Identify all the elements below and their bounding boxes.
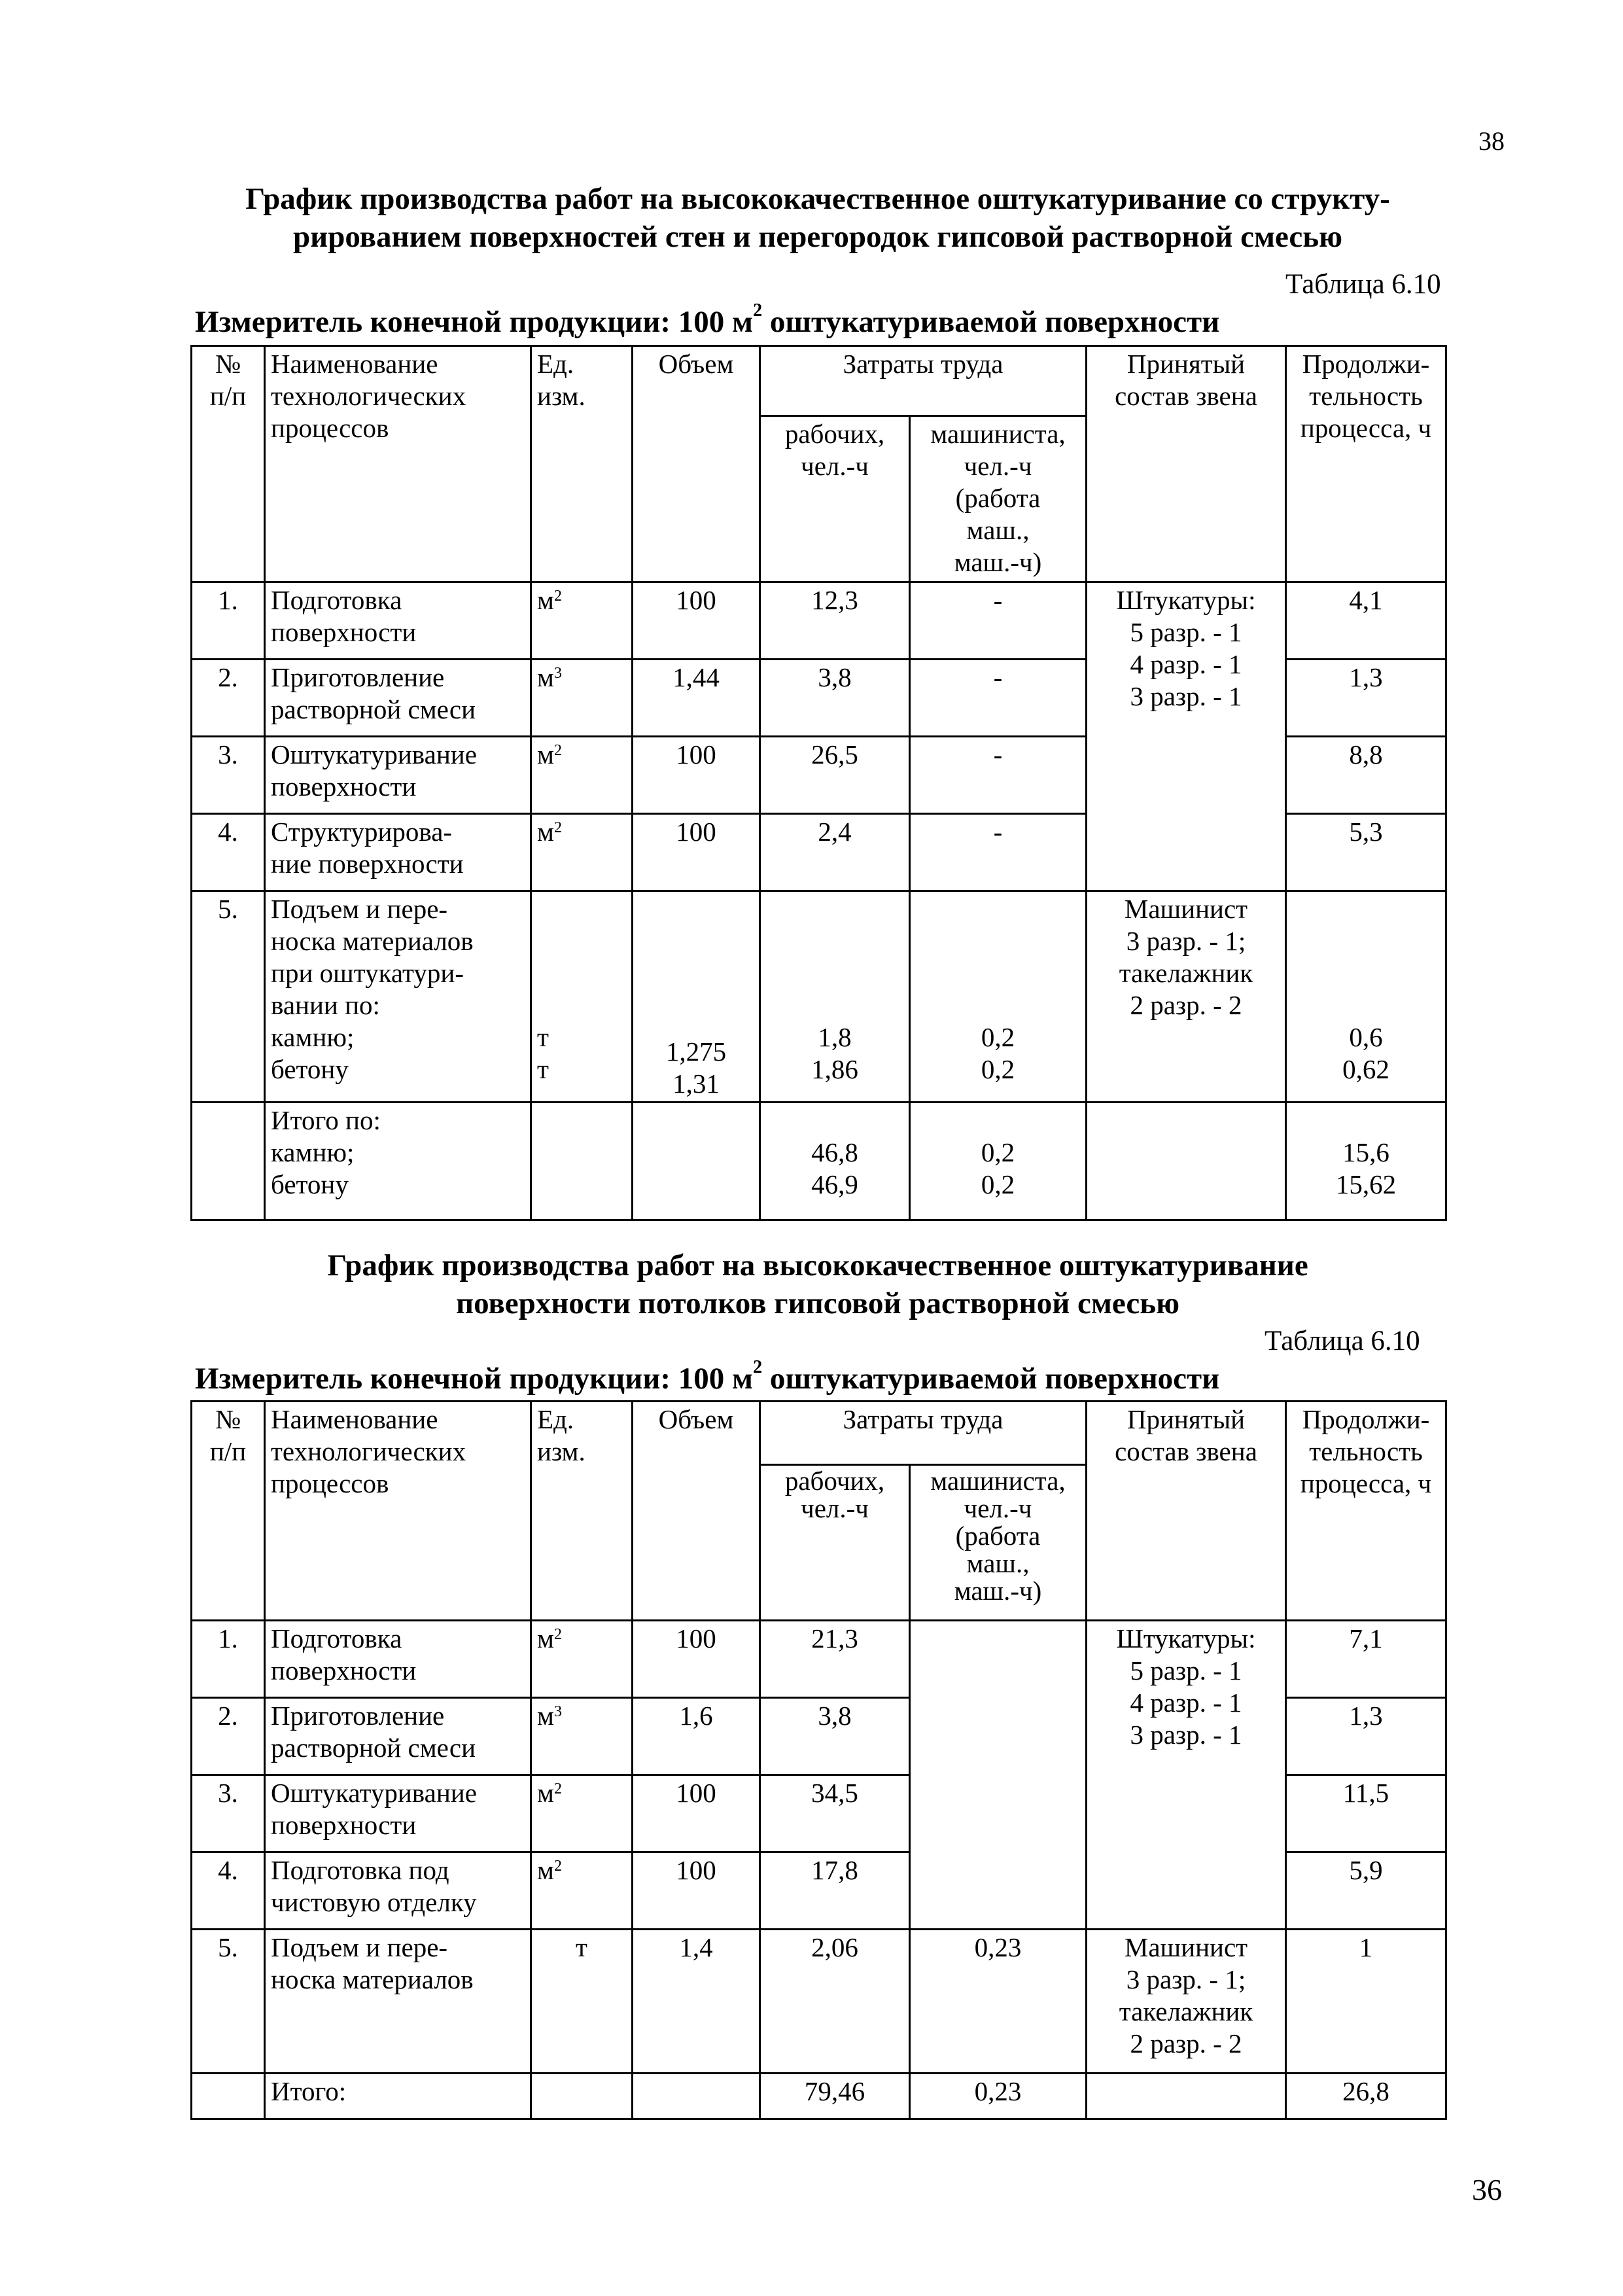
header-crew: Принятый состав звена	[1087, 1402, 1286, 1621]
row-volume: 100	[633, 814, 760, 891]
row-name: Приготовление растворной смеси	[265, 1698, 531, 1775]
row-name: Подъем и пере- носка материалов	[265, 1930, 531, 2074]
row-volume: 100	[633, 582, 760, 660]
total-workers: 46,8 46,9	[760, 1103, 910, 1220]
row-volume: 100	[633, 1621, 760, 1698]
row-workers: 21,3	[760, 1621, 910, 1698]
page-number-bottom: 36	[1472, 2173, 1502, 2206]
row-name: Подготовка под чистовую отделку	[265, 1852, 531, 1930]
table-row	[192, 1930, 1446, 2074]
row-duration: 1,3	[1286, 660, 1446, 737]
row-unit: $м^2$	[531, 737, 633, 814]
header-labor: Затраты труда	[760, 1402, 1087, 1465]
table-row	[192, 582, 1446, 660]
row-num: 4.	[192, 1852, 265, 1930]
header-workers: рабочих, чел.-ч	[760, 416, 910, 582]
table1-measure: Измеритель конечной продукции: 100 $м^2$ оштукатуриваемой поверхности	[195, 300, 1220, 339]
row-machinist: -	[910, 814, 1087, 891]
table-row	[192, 1621, 1446, 1698]
table1-title-line1: График производства работ на высококачественное оштукатуривание со структу-	[245, 182, 1390, 216]
row-volume: 1,6	[633, 1698, 760, 1775]
header-workers: рабочих, чел.-ч	[760, 1465, 910, 1621]
total-machinist: 0,23	[910, 2074, 1087, 2119]
row-duration: 11,5	[1286, 1775, 1446, 1852]
table2	[190, 1400, 1447, 2120]
row-machinist: 0,23	[910, 1930, 1087, 2074]
row-duration: 5,3	[1286, 814, 1446, 891]
row-name: Оштукатуривание поверхности	[265, 1775, 531, 1852]
table2-title	[164, 1246, 1472, 1322]
row-unit: $м^2$	[531, 1775, 633, 1852]
row-duration: 8,8	[1286, 737, 1446, 814]
row-unit: $м^2$	[531, 1621, 633, 1698]
table-row-total	[192, 1103, 1446, 1220]
row-machinist	[910, 1621, 1087, 1930]
crew-plasterers: Штукатуры: 5 разр. - 1 4 разр. - 1 3 разр. - 1	[1087, 582, 1286, 891]
table-row-total	[192, 2074, 1446, 2119]
row-duration: 5,9	[1286, 1852, 1446, 1930]
table1	[190, 345, 1447, 1221]
table-row	[192, 891, 1446, 1103]
row-duration: 1,3	[1286, 1698, 1446, 1775]
header-duration: Продолжи- тельность процесса, ч	[1286, 1402, 1446, 1621]
row-unit: т	[531, 1930, 633, 2074]
row-volume: 100	[633, 737, 760, 814]
row-unit: $м^2$	[531, 814, 633, 891]
row-duration: 4,1	[1286, 582, 1446, 660]
row-workers: 2,4	[760, 814, 910, 891]
row-unit: $м^2$	[531, 1852, 633, 1930]
page-number-top: 38	[1478, 126, 1505, 156]
row-workers: 2,06	[760, 1930, 910, 2074]
header-volume: Объем	[633, 346, 760, 582]
table2-measure: Измеритель конечной продукции: 100 $м^2$ оштукатуриваемой поверхности	[195, 1357, 1220, 1396]
table1-title-line2: рированием поверхностей стен и перегородок гипсовой растворной смесью	[292, 220, 1343, 254]
row-duration: 0,6 0,62	[1286, 891, 1446, 1103]
row-workers: 12,3	[760, 582, 910, 660]
header-num: № п/п	[192, 1402, 265, 1621]
row-machinist: 0,2 0,2	[910, 891, 1087, 1103]
header-unit: Ед. изм.	[531, 1402, 633, 1621]
table2-label: Таблица 6.10	[1265, 1326, 1420, 1356]
row-num: 2.	[192, 1698, 265, 1775]
row-name: Структурирова- ние поверхности	[265, 814, 531, 891]
total-duration: 15,6 15,62	[1286, 1103, 1446, 1220]
row-volume: 1,4	[633, 1930, 760, 2074]
total-workers: 79,46	[760, 2074, 910, 2119]
row-num: 5.	[192, 1930, 265, 2074]
header-machinist: машиниста, чел.-ч (работа маш., маш.-ч)	[910, 1465, 1087, 1621]
table2-title-line1: График производства работ на высококачественное оштукатуривание	[327, 1248, 1308, 1282]
row-unit: $м^2$	[531, 582, 633, 660]
row-num: 2.	[192, 660, 265, 737]
row-num: 3.	[192, 737, 265, 814]
row-num: 1.	[192, 1621, 265, 1698]
total-label: Итого по: камню; бетону	[265, 1103, 531, 1220]
crew-machinist-riggers: Машинист 3 разр. - 1; такелажник 2 разр. - 2	[1087, 891, 1286, 1103]
row-unit: $м^3$	[531, 660, 633, 737]
header-name: Наименование технологических процессов	[265, 346, 531, 582]
row-volume: 1,44	[633, 660, 760, 737]
row-num: 5.	[192, 891, 265, 1103]
row-workers: 1,8 1,86	[760, 891, 910, 1103]
header-labor: Затраты труда	[760, 346, 1087, 416]
table2-title-line2: поверхности потолков гипсовой растворной смесью	[456, 1286, 1179, 1320]
total-duration: 26,8	[1286, 2074, 1446, 2119]
row-name: Приготовление растворной смеси	[265, 660, 531, 737]
row-machinist: -	[910, 660, 1087, 737]
table1-label: Таблица 6.10	[1285, 269, 1441, 300]
row-volume: 1,275 1,31	[633, 891, 760, 1103]
row-num: 4.	[192, 814, 265, 891]
row-name: Оштукатуривание поверхности	[265, 737, 531, 814]
row-name: Подъем и пере- носка материалов при оштукатури- вании по: камню; бетону	[265, 891, 531, 1103]
header-unit: Ед. изм.	[531, 346, 633, 582]
row-machinist: -	[910, 737, 1087, 814]
row-num: 1.	[192, 582, 265, 660]
row-workers: 3,8	[760, 660, 910, 737]
row-workers: 26,5	[760, 737, 910, 814]
row-unit: $м^3$	[531, 1698, 633, 1775]
crew-plasterers: Штукатуры: 5 разр. - 1 4 разр. - 1 3 разр. - 1	[1087, 1621, 1286, 1930]
row-name: Подготовка поверхности	[265, 1621, 531, 1698]
header-crew: Принятый состав звена	[1087, 346, 1286, 582]
total-label: Итого:	[265, 2074, 531, 2119]
row-workers: 3,8	[760, 1698, 910, 1775]
row-workers: 34,5	[760, 1775, 910, 1852]
row-unit: т т	[531, 891, 633, 1103]
row-volume: 100	[633, 1852, 760, 1930]
header-num: № п/п	[192, 346, 265, 582]
header-machinist: машиниста, чел.-ч (работа маш., маш.-ч)	[910, 416, 1087, 582]
header-duration: Продолжи- тельность процесса, ч	[1286, 346, 1446, 582]
row-duration: 7,1	[1286, 1621, 1446, 1698]
row-duration: 1	[1286, 1930, 1446, 2074]
header-name: Наименование технологических процессов	[265, 1402, 531, 1621]
row-num: 3.	[192, 1775, 265, 1852]
table1-title	[164, 180, 1472, 256]
crew-machinist-riggers: Машинист 3 разр. - 1; такелажник 2 разр. - 2	[1087, 1930, 1286, 2074]
row-workers: 17,8	[760, 1852, 910, 1930]
row-volume: 100	[633, 1775, 760, 1852]
total-machinist: 0,2 0,2	[910, 1103, 1087, 1220]
row-machinist: -	[910, 582, 1087, 660]
header-volume: Объем	[633, 1402, 760, 1621]
row-name: Подготовка поверхности	[265, 582, 531, 660]
